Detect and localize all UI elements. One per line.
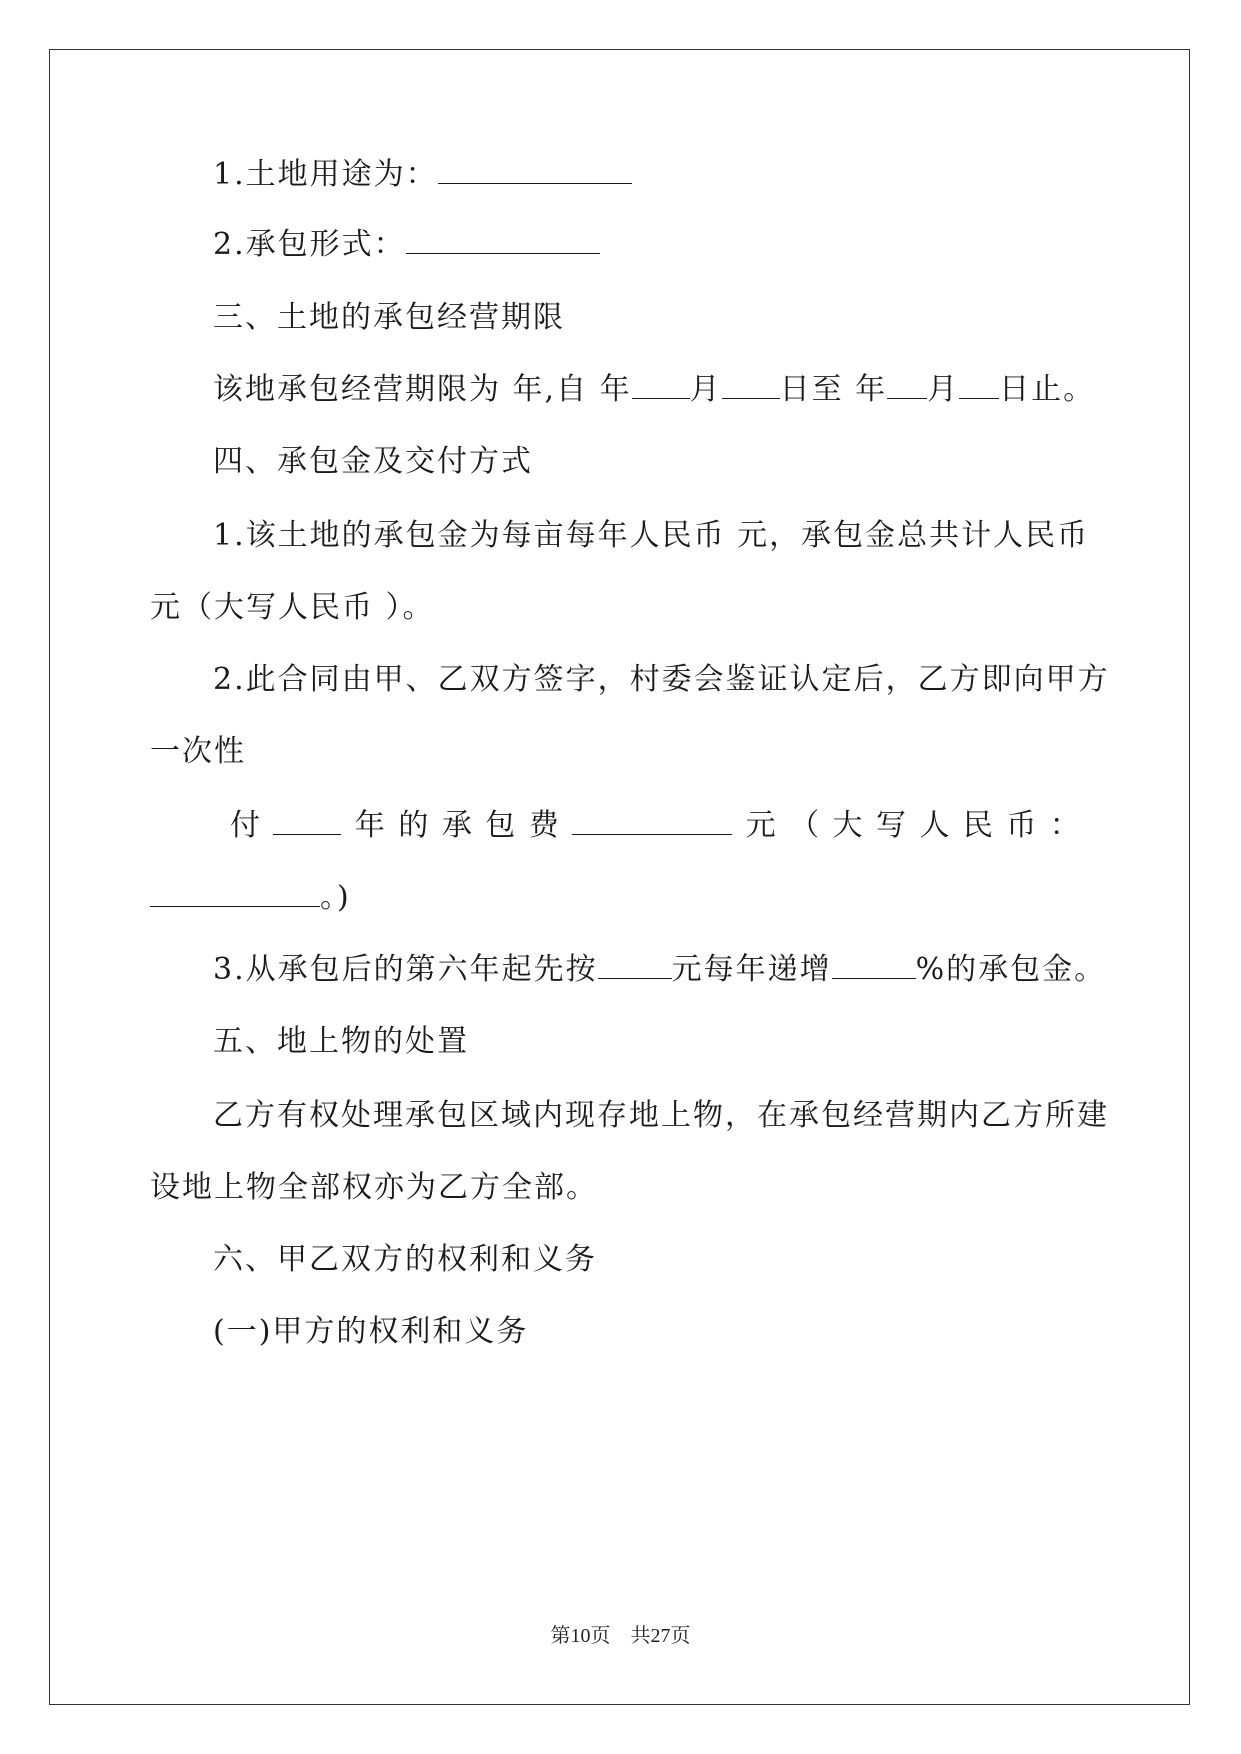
blank-field [959, 370, 999, 399]
doc-line-pay-fee: 付 年 的 承 包 费 元 （ 大 写 人 民 币 ： [230, 808, 1080, 843]
blank-field [722, 370, 780, 399]
doc-line-rent-total: 元（大写人民币 ）。 [150, 590, 435, 625]
blank-field [632, 370, 690, 399]
doc-line-ground-objects-cont: 设地上物全部权亦为乙方全部。 [150, 1170, 598, 1205]
doc-line-term-period: 该地承包经营期限为 年,自 年 月 日至 年 月 日止。 [213, 372, 1096, 407]
doc-line-land-use: 1.土地用途为： [213, 155, 632, 195]
blank-field [572, 806, 732, 835]
page-number: 第10页 共27页 [550, 1625, 691, 1647]
blank-field [273, 806, 341, 835]
section-heading-term: 三、土地的承包经营期限 [213, 300, 565, 335]
blank-field [150, 878, 320, 907]
blank-field [438, 155, 632, 184]
doc-line-one-time: 一次性 [150, 734, 246, 769]
section-heading-payment: 四、承包金及交付方式 [213, 444, 533, 479]
section-heading-ground-objects: 五、地上物的处置 [213, 1024, 469, 1059]
doc-line-ground-objects: 乙方有权处理承包区域内现存地上物，在承包经营期内乙方所建 [213, 1098, 1109, 1133]
doc-line-rent-amount: 1.该土地的承包金为每亩每年人民币 元，承包金总共计人民币 [213, 518, 1090, 553]
blank-field [406, 225, 600, 254]
doc-line-signing: 2.此合同由甲、乙双方签字，村委会鉴证认定后，乙方即向甲方 [213, 662, 1110, 697]
blank-field [887, 370, 927, 399]
blank-field [832, 950, 916, 979]
subsection-heading-party-a: (一)甲方的权利和义务 [213, 1314, 529, 1349]
doc-line-pay-fee-cont: 。) [150, 878, 351, 918]
blank-field [598, 950, 672, 979]
section-heading-rights: 六、甲乙双方的权利和义务 [213, 1242, 597, 1277]
doc-line-increase: 3.从承包后的第六年起先按 元每年递增 %的承包金。 [213, 952, 1107, 987]
doc-line-contract-form: 2.承包形式： [213, 225, 600, 265]
